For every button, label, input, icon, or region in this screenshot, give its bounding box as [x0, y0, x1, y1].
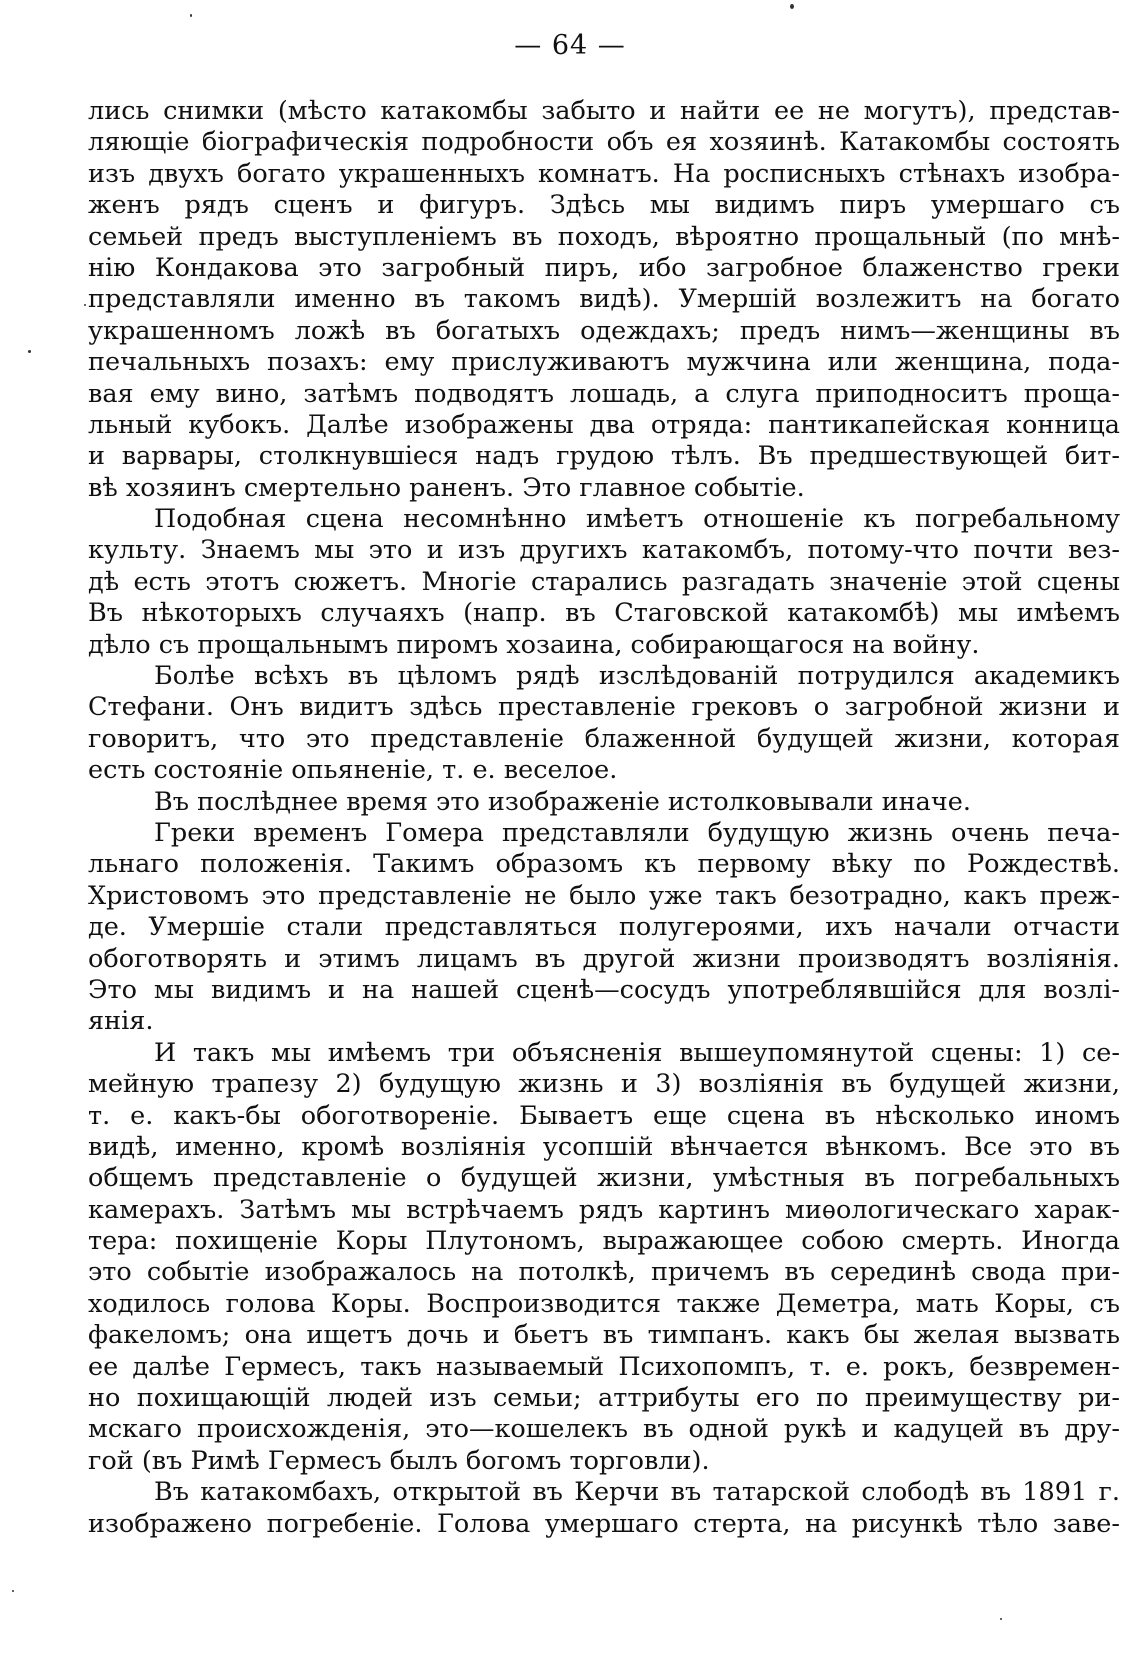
- text-line: Стефани. Онъ видитъ здѣсь преставленіе грековъ о загробной жизни и: [88, 692, 1120, 723]
- text-line: женъ рядъ сценъ и фигуръ. Здѣсь мы видимъ пиръ умершаго съ: [88, 190, 1120, 221]
- text-line: факеломъ; она ищетъ дочь и бьетъ въ тимпанъ. какъ бы желая вызвать: [88, 1320, 1120, 1351]
- text-line: тера: похищеніе Коры Плутономъ, выражающее собою смерть. Иногда: [88, 1226, 1120, 1257]
- text-line: это событіе изображалось на потолкѣ, причемъ въ серединѣ свода при-: [88, 1257, 1120, 1288]
- text-line: ее далѣе Гермесъ, такъ называемый Психопомпъ, т. е. рокъ, безвремен-: [88, 1351, 1120, 1382]
- text-line: вая ему вино, затѣмъ подводятъ лошадь, а слуга приподноситъ проща-: [88, 378, 1120, 409]
- text-line: мскаго происхожденія, это—кошелекъ въ одной рукѣ и кадуцей въ дру-: [88, 1414, 1120, 1445]
- text-line: Въ нѣкоторыхъ случаяхъ (напр. въ Стаговской катакомбѣ) мы имѣемъ: [88, 598, 1120, 629]
- text-line: т. е. какъ-бы обоготвореніе. Бываетъ еще сцена въ нѣсколько иномъ: [88, 1100, 1120, 1131]
- text-line: ходилось голова Коры. Воспроизводится также Деметра, мать Коры, съ: [88, 1288, 1120, 1319]
- text-line: янія.: [88, 1006, 154, 1037]
- paragraph-start-line: Греки временъ Гомера представляли будущую жизнь очень печа-: [154, 817, 1120, 848]
- text-line: лись снимки (мѣсто катакомбы забыто и найти ее не могутъ), представ-: [88, 96, 1120, 126]
- text-line: дѣ есть этотъ сюжетъ. Многіе старались разгадать значеніе этой сцены: [88, 566, 1120, 597]
- text-line: нію Кондакова это загробный пиръ, ибо загробное блаженство греки: [88, 252, 1120, 283]
- text-line: ляющіе біографическія подробности объ ея хозяинѣ. Катакомбы состоять: [88, 127, 1120, 158]
- text-line: дѣло съ прощальнымъ пиромъ хозаина, собирающагося на войну.: [88, 629, 980, 660]
- text-line: льный кубокъ. Далѣе изображены два отряда: пантикапейская конница: [88, 409, 1120, 440]
- print-speck: [12, 1590, 14, 1592]
- text-line: обоготворять и этимъ лицамъ въ другой жизни производятъ возліянія.: [88, 943, 1120, 974]
- text-line: представляли именно въ такомъ видѣ). Умершій возлежитъ на богато: [88, 284, 1120, 315]
- text-line: льнаго положенія. Такимъ образомъ къ первому вѣку по Рождествѣ.: [88, 849, 1120, 880]
- print-speck: [1000, 1618, 1002, 1620]
- text-line: изображено погребеніе. Голова умершаго стерта, на рисункѣ тѣло заве-: [88, 1508, 1120, 1539]
- text-line: мейную трапезу 2) будущую жизнь и 3) возліянія въ будущей жизни,: [88, 1069, 1120, 1100]
- print-speck: [28, 350, 31, 353]
- paragraph-start-line: И такъ мы имѣемъ три объясненія вышеупомянутой сцены: 1) се-: [154, 1037, 1120, 1068]
- paragraph-start-line: Въ катакомбахъ, открытой въ Керчи въ татарской слободѣ въ 1891 г.: [154, 1477, 1120, 1508]
- text-line: культу. Знаемъ мы это и изъ другихъ катакомбъ, потому-что почти вез-: [88, 535, 1120, 566]
- paragraph-start-line: Въ послѣднее время это изображеніе истолковывали иначе.: [154, 786, 971, 817]
- print-speck: [190, 14, 192, 17]
- text-line: гой (въ Римѣ Гермесъ былъ богомъ торговли).: [88, 1445, 710, 1476]
- text-line: но похищающій людей изъ семьи; аттрибуты его по преимуществу ри-: [88, 1383, 1120, 1414]
- text-line: и варвары, столкнувшіеся надъ грудою тѣлъ. Въ предшествующей бит-: [88, 441, 1120, 472]
- text-line: общемъ представленіе о будущей жизни, умѣстныя въ погребальныхъ: [88, 1163, 1120, 1194]
- text-line: украшенномъ ложѣ въ богатыхъ одеждахъ; предъ нимъ—женщины въ: [88, 315, 1120, 346]
- paragraph-start-line: Болѣе всѣхъ въ цѣломъ рядѣ изслѣдованій потрудился академикъ: [154, 661, 1120, 692]
- text-line: видѣ, именно, кромѣ возліянія усопшій вѣнчается вѣнкомъ. Все это въ: [88, 1131, 1120, 1162]
- paragraph-start-line: Подобная сцена несомнѣнно имѣетъ отношеніе къ погребальному: [154, 504, 1120, 535]
- text-line: говоритъ, что это представленіе блаженной будущей жизни, которая: [88, 723, 1120, 754]
- body-text: [88, 96, 1120, 1540]
- print-speck: [790, 4, 794, 9]
- text-line: изъ двухъ богато украшенныхъ комнатъ. На росписныхъ стѣнахъ изобра-: [88, 158, 1120, 189]
- text-line: де. Умершіе стали представляться полугероями, ихъ начали отчасти: [88, 912, 1120, 943]
- print-speck: [84, 304, 86, 306]
- text-line: Христовомъ это представленіе не было уже такъ безотрадно, какъ преж-: [88, 880, 1120, 911]
- text-line: семьей предъ выступленіемъ въ походъ, вѣроятно прощальный (по мнѣ-: [88, 221, 1120, 252]
- text-line: вѣ хозяинъ смертельно раненъ. Это главное событіе.: [88, 472, 805, 503]
- text-line: есть состояніе опьяненіе, т. е. веселое.: [88, 755, 618, 786]
- text-line: камерахъ. Затѣмъ мы встрѣчаемъ рядъ картинъ миѳологическаго харак-: [88, 1194, 1120, 1225]
- text-line: Это мы видимъ и на нашей сценѣ—сосудъ употреблявшійся для возлі-: [88, 974, 1120, 1005]
- text-line: печальныхъ позахъ: ему прислуживаютъ мужчина или женщина, пода-: [88, 347, 1120, 378]
- page-number: — 64 —: [514, 30, 626, 61]
